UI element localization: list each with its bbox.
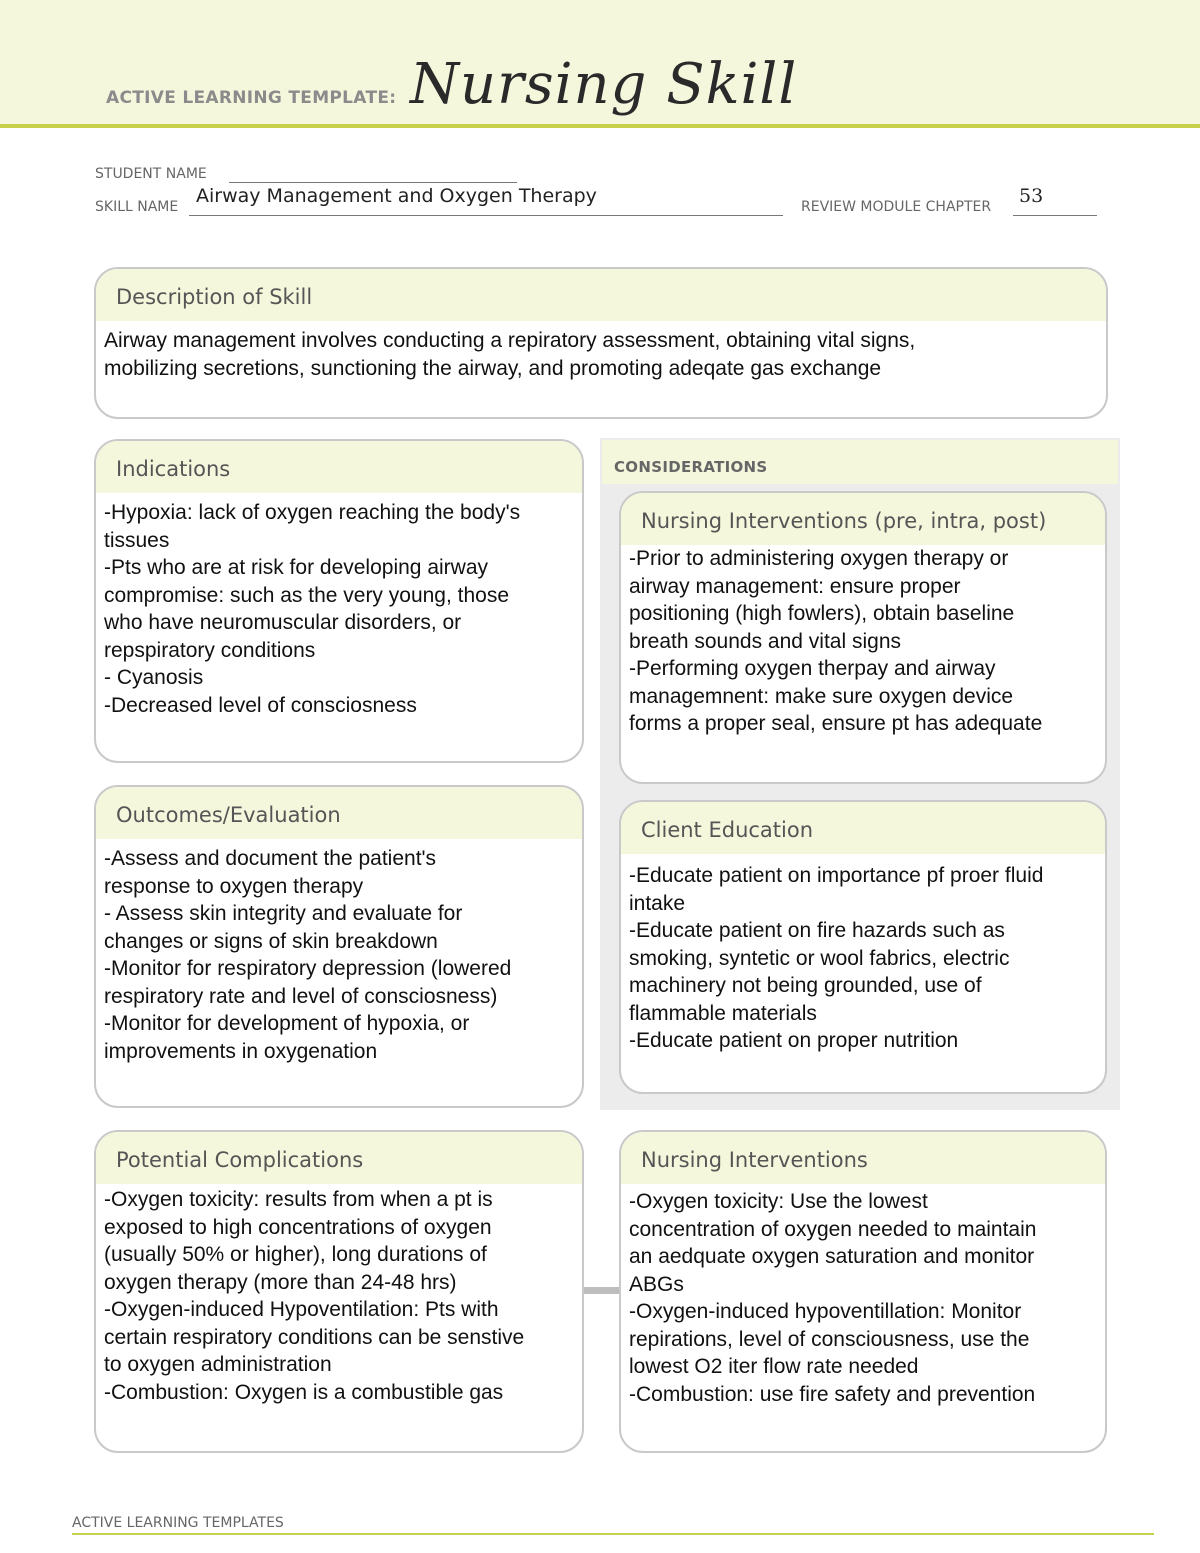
cards-connector — [582, 1287, 620, 1294]
outcomes-line: respiratory rate and level of consciosness) — [104, 984, 498, 1008]
indications-line: -Hypoxia: lack of oxygen reaching the body's — [104, 501, 521, 524]
complications-title: Potential Complications — [96, 1132, 582, 1184]
template-label: ACTIVE LEARNING TEMPLATE: — [106, 88, 397, 108]
indications-card — [94, 439, 584, 763]
nursing-interventions-line: repirations, level of consciousness, use the — [629, 1327, 1030, 1351]
indications-line: repspiratory conditions — [104, 638, 316, 662]
outcomes-title: Outcomes/Evaluation — [96, 787, 582, 839]
complications-line: -Oxygen toxicity: results from when a pt is — [104, 1188, 493, 1211]
description-card — [94, 267, 1108, 419]
indications-line: tissues — [104, 528, 170, 552]
client-education-title: Client Education — [621, 802, 1105, 854]
description-line: mobilizing secretions, sunctioning the airway, and promoting adeqate gas exchange — [104, 356, 882, 380]
client-education-line: -Educate patient on proper nutrition — [629, 1029, 959, 1052]
client-education-line: intake — [629, 891, 686, 915]
complications-line: oxygen therapy (more than 24-48 hrs) — [104, 1270, 457, 1294]
review-module-value: 53 — [1019, 185, 1044, 207]
complications-line: -Oxygen-induced Hypoventilation: Pts with — [104, 1298, 499, 1321]
outcomes-line: -Monitor for development of hypoxia, or — [104, 1012, 470, 1035]
considerations-label: CONSIDERATIONS — [614, 458, 768, 476]
skill-name-field[interactable] — [189, 214, 783, 216]
indications-line: -Pts who are at risk for developing airway — [104, 556, 488, 579]
outcomes-line: changes or signs of skin breakdown — [104, 929, 438, 953]
indications-line: - Cyanosis — [104, 666, 204, 689]
nursing-interventions-line: lowest O2 iter flow rate needed — [629, 1355, 919, 1378]
skill-name-label: SKILL NAME — [95, 199, 179, 215]
nursing-interventions-line: -Combustion: use fire safety and prevention — [629, 1382, 1036, 1406]
complications-line: certain respiratory conditions can be senstive — [104, 1325, 525, 1349]
client-education-line: flammable materials — [629, 1001, 817, 1025]
client-education-line: smoking, syntetic or wool fabrics, electric — [629, 946, 1010, 970]
indications-line: -Decreased level of consciosness — [104, 693, 417, 717]
student-name-label: STUDENT NAME — [95, 166, 207, 182]
page-title: Nursing Skill — [410, 52, 798, 117]
student-name-field[interactable] — [229, 181, 517, 183]
indications-line: compromise: such as the very young, those — [104, 583, 510, 607]
nursing-interventions-ppp-line: managemnent: make sure oxygen device — [629, 684, 1014, 708]
nursing-interventions-title: Nursing Interventions — [621, 1132, 1105, 1184]
client-education-line: -Educate patient on importance pf proer fluid — [629, 864, 1044, 887]
nursing-interventions-ppp-line: breath sounds and vital signs — [629, 629, 902, 653]
client-education-line: machinery not being grounded, use of — [629, 974, 982, 997]
outcomes-line: - Assess skin integrity and evaluate for — [104, 902, 463, 925]
nursing-interventions-line: -Oxygen toxicity: Use the lowest — [629, 1190, 928, 1213]
review-module-label: REVIEW MODULE CHAPTER — [801, 199, 992, 215]
nursing-interventions-line: an aedquate oxygen saturation and monitor — [629, 1245, 1035, 1268]
nursing-interventions-card — [619, 1130, 1107, 1453]
outcomes-body[interactable] — [96, 839, 582, 1065]
client-education-body[interactable] — [621, 854, 1105, 1055]
nursing-interventions-ppp-line: -Performing oxygen therpay and airway — [629, 657, 996, 680]
outcomes-line: -Monitor for respiratory depression (lowered — [104, 957, 512, 980]
complications-line: to oxygen administration — [104, 1353, 332, 1376]
footer-rule — [72, 1533, 1154, 1535]
review-module-field[interactable] — [1013, 214, 1097, 216]
skill-name-value: Airway Management and Oxygen Therapy — [196, 185, 597, 207]
nursing-interventions-ppp-line: airway management: ensure proper — [629, 574, 961, 598]
nursing-interventions-line: ABGs — [629, 1272, 684, 1296]
complications-line: (usually 50% or higher), long durations of — [104, 1243, 487, 1266]
description-title: Description of Skill — [96, 269, 1106, 321]
indications-line: who have neuromuscular disorders, or — [104, 611, 462, 634]
indications-body[interactable] — [96, 493, 582, 719]
indications-title: Indications — [96, 441, 582, 493]
outcomes-line: response to oxygen therapy — [104, 874, 364, 898]
nursing-interventions-ppp-line: -Prior to administering oxygen therapy or — [629, 547, 1009, 570]
nursing-interventions-ppp-line: forms a proper seal, ensure pt has adequate — [629, 712, 1043, 735]
nursing-interventions-body[interactable] — [621, 1184, 1105, 1408]
nursing-interventions-line: -Oxygen-induced hypoventillation: Monitor — [629, 1300, 1022, 1323]
nursing-interventions-ppp-line: positioning (high fowlers), obtain baseline — [629, 602, 1015, 625]
client-education-line: -Educate patient on fire hazards such as — [629, 919, 1005, 942]
client-education-card — [619, 800, 1107, 1094]
outcomes-line: improvements in oxygenation — [104, 1039, 378, 1063]
complications-body[interactable] — [96, 1184, 582, 1406]
footer-label: ACTIVE LEARNING TEMPLATES — [72, 1515, 284, 1531]
complications-card — [94, 1130, 584, 1453]
outcomes-card — [94, 785, 584, 1108]
nursing-interventions-ppp-title: Nursing Interventions (pre, intra, post) — [621, 493, 1105, 545]
complications-line: -Combustion: Oxygen is a combustible gas — [104, 1380, 504, 1404]
description-body[interactable] — [96, 321, 1106, 382]
outcomes-line: -Assess and document the patient's — [104, 847, 437, 870]
complications-line: exposed to high concentrations of oxygen — [104, 1215, 492, 1239]
nursing-interventions-ppp-body[interactable] — [621, 545, 1105, 738]
description-line: Airway management involves conducting a repiratory assessment, obtaining vital signs, — [104, 329, 916, 352]
nursing-interventions-line: concentration of oxygen needed to maintain — [629, 1217, 1037, 1241]
nursing-interventions-ppp-card — [619, 491, 1107, 784]
